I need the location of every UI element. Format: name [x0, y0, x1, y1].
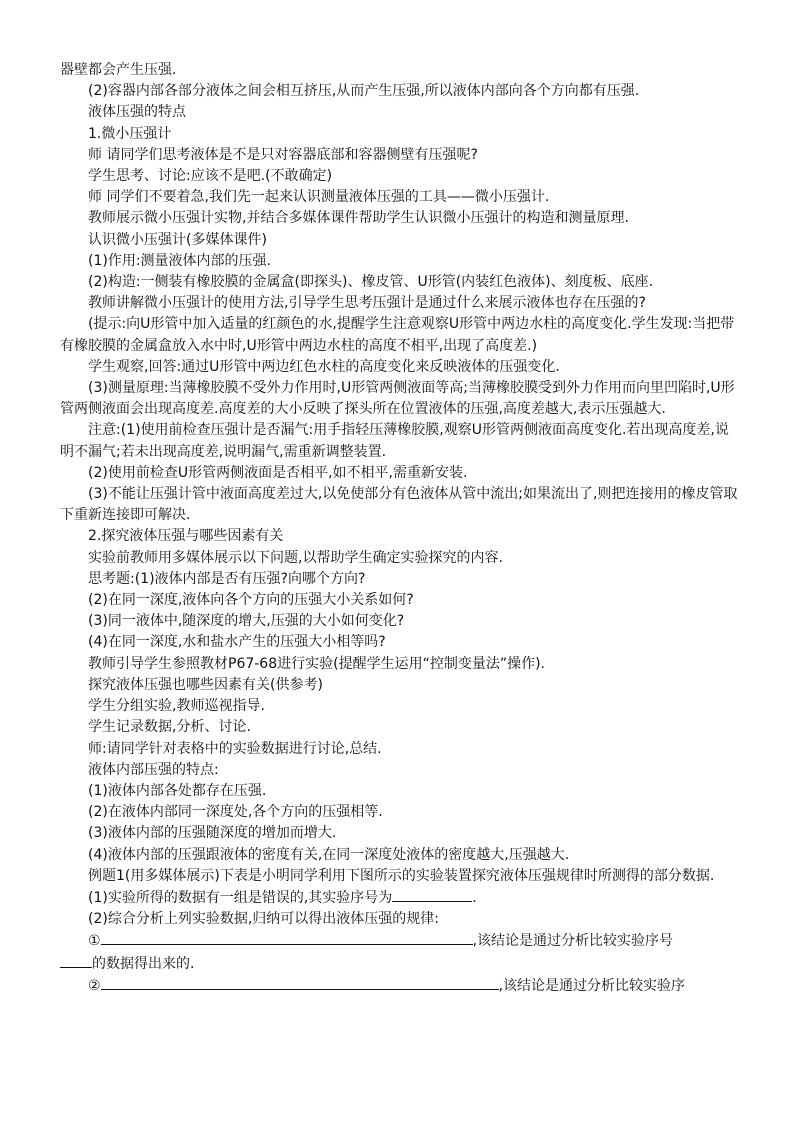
text-line: (3)同一液体中,随深度的增大,压强的大小如何变化?	[88, 613, 405, 630]
text-line: 实验前教师用多媒体展示以下问题,以帮助学生确定实验探究的内容.	[88, 549, 503, 566]
text-line: (3)液体内部的压强随深度的增加而增大.	[88, 825, 337, 842]
question-1-text: (1)实验所得的数据有一组是错误的,其实验序号为	[88, 889, 393, 906]
rule-2-suffix: ,该结论是通过分析比较实验序	[498, 977, 686, 994]
text-line: (3)测量原理:当薄橡胶膜不受外力作用时,U形管两侧液面等高;当薄橡胶膜受到外力作用而向里凹陷时,U形管两侧液面会出现高度差.高度差的大小反映了探头所在位置液体的压强,高度差越大,表示压强越大.	[60, 380, 735, 418]
text-line: 探究液体压强也哪些因素有关(供参考)	[88, 676, 323, 693]
rule-1-suffix: ,该结论是通过分析比较实验序号	[472, 933, 674, 950]
subsection-heading: 1.微小压强计	[88, 125, 172, 142]
text-line: (2)使用前检查U形管两侧液面是否相平,如不相平,需重新安装.	[88, 464, 468, 481]
section-heading: 液体压强的特点	[88, 104, 186, 121]
rule-1-continued	[60, 953, 740, 975]
text-line: (4)在同一深度,水和盐水产生的压强大小相等吗?	[88, 634, 386, 651]
text-line: (3)不能让压强计管中液面高度差过大,以免使部分有色液体从管中流出;如果流出了,则把连接用的橡皮管取下重新连接即可解决.	[60, 486, 738, 524]
text-line: 学生思考、讨论:应该不是吧.(不敢确定)	[88, 168, 333, 185]
text-line: 学生观察,回答:通过U形管中两边红色水柱的高度变化来反映液体的压强变化.	[88, 358, 560, 375]
text-line: 认识微小压强计(多媒体课件)	[88, 231, 267, 248]
text-line: 液体内部压强的特点:	[88, 761, 219, 778]
text-line: 思考题:(1)液体内部是否有压强?向哪个方向?	[88, 570, 366, 587]
question-1	[60, 887, 740, 909]
text-line: 教师引导学生参照教材P67-68进行实验(提醒学生运用“控制变量法”操作).	[88, 655, 546, 672]
rule-1	[60, 930, 740, 952]
text-line: 师:请同学针对表格中的实验数据进行讨论,总结.	[88, 740, 382, 757]
text-line: 学生记录数据,分析、讨论.	[88, 719, 251, 736]
answer-blank[interactable]	[101, 930, 473, 945]
text-line: (1)作用:测量液体内部的压强.	[88, 252, 271, 269]
text-line: (2)构造:一侧装有橡胶膜的金属盒(即探头)、橡皮管、U形管(内装红色液体)、刻度板、底座.	[88, 274, 654, 291]
text-line: 师 同学们不要着急,我们先一起来认识测量液体压强的工具——微小压强计.	[88, 189, 550, 206]
answer-blank[interactable]	[392, 887, 472, 902]
rule-2	[60, 975, 740, 997]
rule-1-mark: ①	[88, 933, 101, 950]
text-line: 师 请同学们思考液体是不是只对容器底部和容器侧壁有压强呢?	[88, 146, 478, 163]
text-line: (提示:向U形管中加入适量的红颜色的水,提醒学生注意观察U形管中两边水柱的高度变化.学生发现:当把带有橡胶膜的金属盒放入水中时,U形管中两边水柱的高度不相平,出现了高度差.)	[60, 316, 735, 354]
text-line: 教师讲解微小压强计的使用方法,引导学生思考压强计是通过什么来展示液体也存在压强的?	[88, 295, 646, 312]
text-line: 教师展示微小压强计实物,并结合多媒体课件帮助学生认识微小压强计的构造和测量原理.	[88, 210, 629, 227]
answer-blank[interactable]	[101, 975, 499, 990]
rule-1-tail: 的数据得出来的.	[92, 955, 195, 972]
rule-2-mark: ②	[88, 977, 101, 994]
question-1-suffix: .	[472, 889, 477, 906]
question-2: (2)综合分析上列实验数据,归纳可以得出液体压强的规律:	[88, 911, 439, 928]
text-line: (2)在同一深度,液体向各个方向的压强大小关系如何?	[88, 592, 414, 609]
text-line: 注意:(1)使用前检查压强计是否漏气:用手指轻压薄橡胶膜,观察U形管两侧液面高度变化.若出现高度差,说明不漏气;若未出现高度差,说明漏气,需重新调整装置.	[60, 422, 729, 460]
text-line: (1)液体内部各处都存在压强.	[88, 782, 267, 799]
text-line: (2)在液体内部同一深度处,各个方向的压强相等.	[88, 804, 383, 821]
answer-blank[interactable]	[60, 953, 92, 968]
text-line: (2)容器内部各部分液体之间会相互挤压,从而产生压强,所以液体内部向各个方向都有压强.	[88, 83, 640, 100]
text-line: 例题1(用多媒体展示)下表是小明同学利用下图所示的实验装置探究液体压强规律时所测得的部分数据.	[88, 867, 715, 884]
text-line: 学生分组实验,教师巡视指导.	[88, 698, 265, 715]
document-page	[60, 60, 740, 997]
subsection-heading: 2.探究液体压强与哪些因素有关	[88, 528, 284, 545]
text-line: (4)液体内部的压强跟液体的密度有关,在同一深度处液体的密度越大,压强越大.	[88, 846, 570, 863]
text-line: 器壁都会产生压强.	[60, 62, 177, 78]
